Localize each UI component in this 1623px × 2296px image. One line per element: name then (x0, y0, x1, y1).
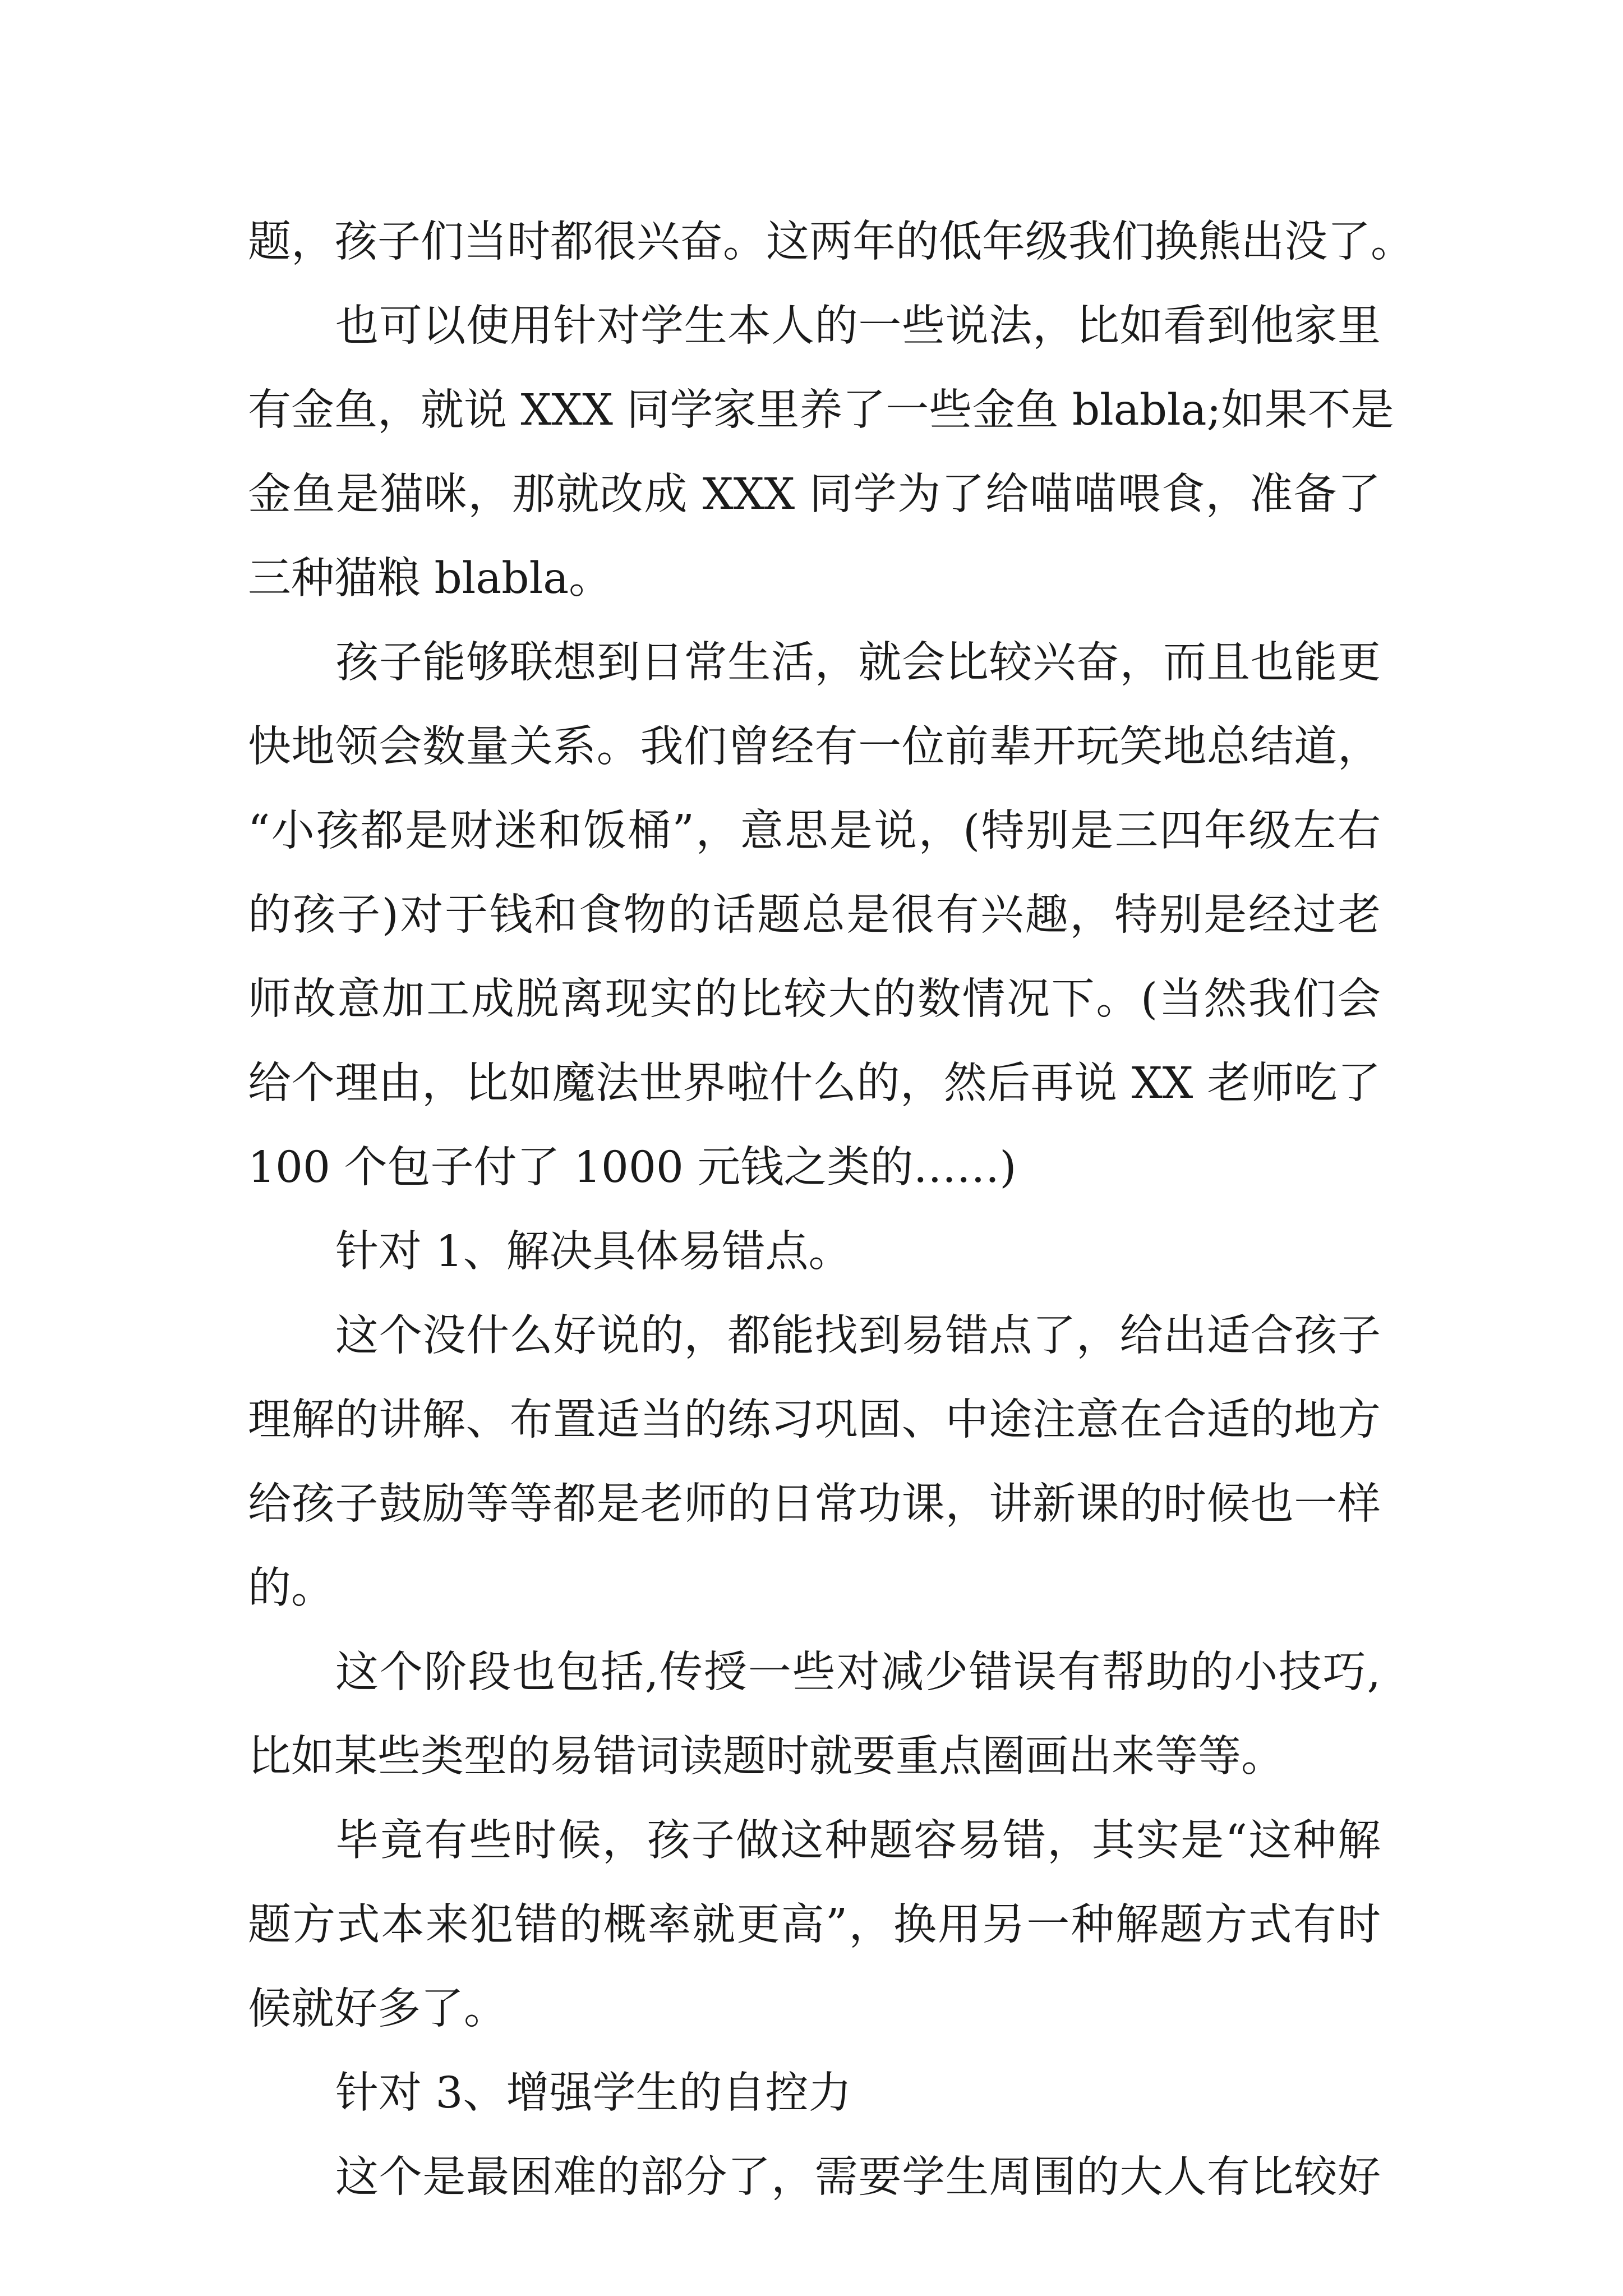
paragraph-start-line: 这个没什么好说的，都能找到易错点了，给出适合孩子 (335, 1311, 1381, 1361)
paragraph-start-line: 也可以使用针对学生本人的一些说法，比如看到他家里 (335, 301, 1381, 351)
text-line: 比如某些类型的易错词读题时就要重点圈画出来等等。 (248, 1732, 1284, 1782)
paragraph-start-line: 这个阶段也包括,传授一些对减少错误有帮助的小技巧, (335, 1648, 1381, 1697)
text-line: 的。 (248, 1563, 334, 1613)
paragraph-start-line: 这个是最困难的部分了，需要学生周围的大人有比较好 (335, 2152, 1381, 2202)
text-line: 100 个包子付了 1000 元钱之类的……) (248, 1143, 1017, 1193)
paragraph-start-line: 毕竟有些时候，孩子做这种题容易错，其实是“这种解 (335, 1816, 1381, 1866)
text-line: 金鱼是猫咪，那就改成 XXX 同学为了给喵喵喂食，准备了 (248, 470, 1381, 519)
text-line: 题方式本来犯错的概率就更高”，换用另一种解题方式有时 (248, 1900, 1381, 1950)
text-line: 题，孩子们当时都很兴奋。这两年的低年级我们换熊出没了。 (248, 217, 1414, 267)
text-line: 理解的讲解、布置适当的练习巩固、中途注意在合适的地方 (248, 1395, 1381, 1445)
text-line: 候就好多了。 (248, 1984, 507, 2034)
text-line: 给个理由，比如魔法世界啦什么的，然后再说 XX 老师吃了 (248, 1059, 1381, 1108)
text-line: “小孩都是财迷和饭桶”，意思是说，(特别是三四年级左右 (248, 806, 1381, 856)
text-line: 有金鱼，就说 XXX 同学家里养了一些金鱼 blabla;如果不是 (248, 385, 1394, 435)
paragraph-start-line: 孩子能够联想到日常生活，就会比较兴奋，而且也能更 (335, 638, 1381, 688)
text-line: 给孩子鼓励等等都是老师的日常功课，讲新课的时候也一样 (248, 1479, 1381, 1529)
text-line: 师故意加工成脱离现实的比较大的数情况下。(当然我们会 (248, 974, 1381, 1024)
section-heading: 针对 3、增强学生的自控力 (335, 2068, 852, 2118)
section-heading: 针对 1、解决具体易错点。 (335, 1227, 852, 1277)
text-line: 快地领会数量关系。我们曾经有一位前辈开玩笑地总结道， (248, 722, 1381, 772)
text-line: 的孩子)对于钱和食物的话题总是很有兴趣，特别是经过老 (248, 890, 1381, 940)
text-line: 三种猫粮 blabla。 (248, 554, 612, 604)
